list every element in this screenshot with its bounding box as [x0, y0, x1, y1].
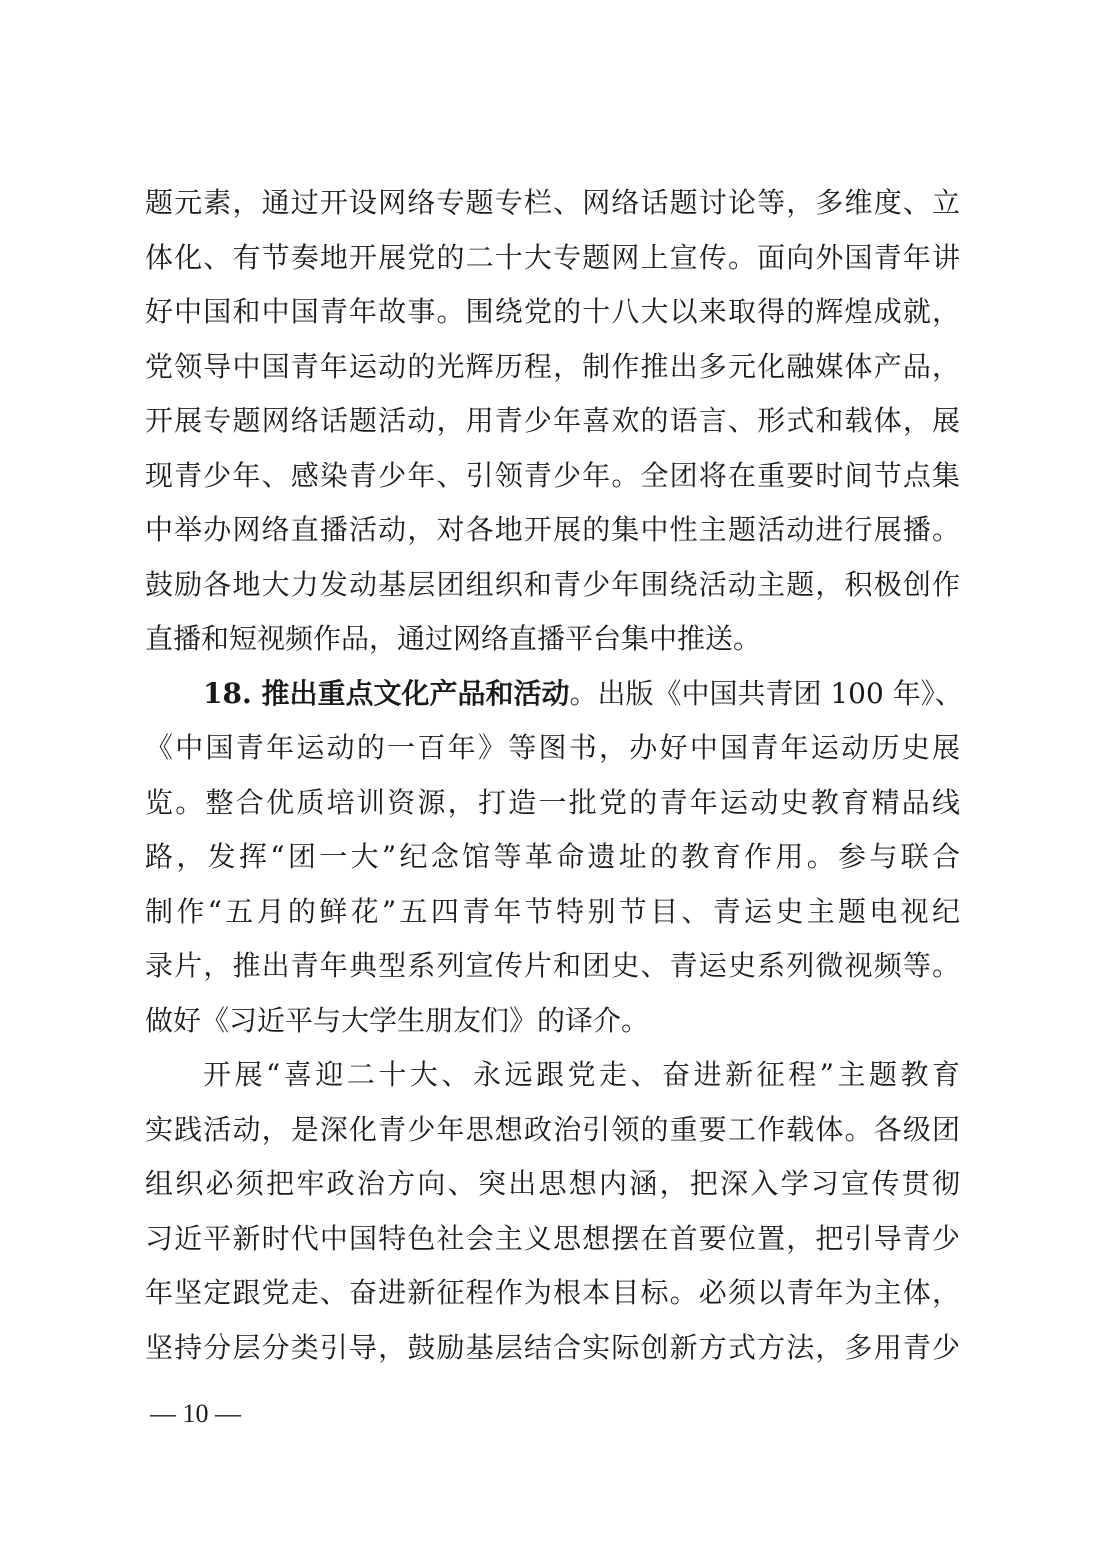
text-line: 鼓励各地大力发动基层团组织和青少年围绕活动主题，积极创作 — [145, 567, 960, 601]
text-line: 制作“五月的鲜花”五四青年节特别节目、青运史主题电视纪 — [145, 894, 960, 928]
paragraph-1 — [145, 176, 960, 667]
text-line: 实践活动，是深化青少年思想政治引领的重要工作载体。各级团 — [145, 1112, 960, 1146]
text-line: 中举办网络直播活动，对各地开展的集中性主题活动进行展播。 — [145, 513, 960, 546]
text-line: 《中国青年运动的一百年》等图书，办好中国青年运动历史展 — [145, 731, 960, 764]
page-number: — 10 — — [150, 1399, 241, 1428]
body-text — [145, 176, 963, 1375]
text-line: 览。整合优质培训资源，打造一批党的青年运动史教育精品线 — [145, 785, 960, 819]
text-line: 年坚定跟党走、奋进新征程作为根本目标。必须以青年为主体， — [145, 1276, 960, 1309]
text-line: 开展专题网络话题活动，用青少年喜欢的语言、形式和载体，展 — [145, 404, 960, 437]
text-line: 录片，推出青年典型系列宣传片和团史、青运史系列微视频等。 — [145, 949, 960, 982]
paragraph-3 — [145, 1048, 960, 1375]
heading-continuation: 。出版《中国共青团 100 年》、 — [569, 676, 963, 710]
text-line: 习近平新时代中国特色社会主义思想摆在首要位置，把引导青少 — [145, 1221, 960, 1255]
text-line: 路，发挥“团一大”纪念馆等革命遗址的教育作用。参与联合 — [145, 840, 960, 873]
text-line: 做好《习近平与大学生朋友们》的译介。 — [145, 1003, 650, 1037]
text-line: 党领导中国青年运动的光辉历程，制作推出多元化融媒体产品， — [145, 349, 960, 383]
text-line: 开展“喜迎二十大、永远跟党走、奋进新征程”主题教育 — [203, 1058, 960, 1091]
text-line: 坚持分层分类引导，鼓励基层结合实际创新方式方法，多用青少 — [145, 1330, 960, 1364]
text-line: 体化、有节奏地开展党的二十大专题网上宣传。面向外国青年讲 — [145, 240, 960, 274]
text-line: 好中国和中国青年故事。围绕党的十八大以来取得的辉煌成就， — [145, 295, 960, 328]
section-heading: 18. 推出重点文化产品和活动 — [203, 676, 570, 710]
text-line — [145, 667, 963, 722]
text-line: 组织必须把牢政治方向、突出思想内涵，把深入学习宣传贯彻 — [145, 1167, 960, 1200]
paragraph-2 — [145, 667, 963, 1049]
text-line: 题元素，通过开设网络专题专栏、网络话题讨论等，多维度、立 — [145, 186, 960, 219]
text-line: 直播和短视频作品，通过网络直播平台集中推送。 — [145, 622, 762, 655]
text-line: 现青少年、感染青少年、引领青少年。全团将在重要时间节点集 — [145, 458, 960, 492]
